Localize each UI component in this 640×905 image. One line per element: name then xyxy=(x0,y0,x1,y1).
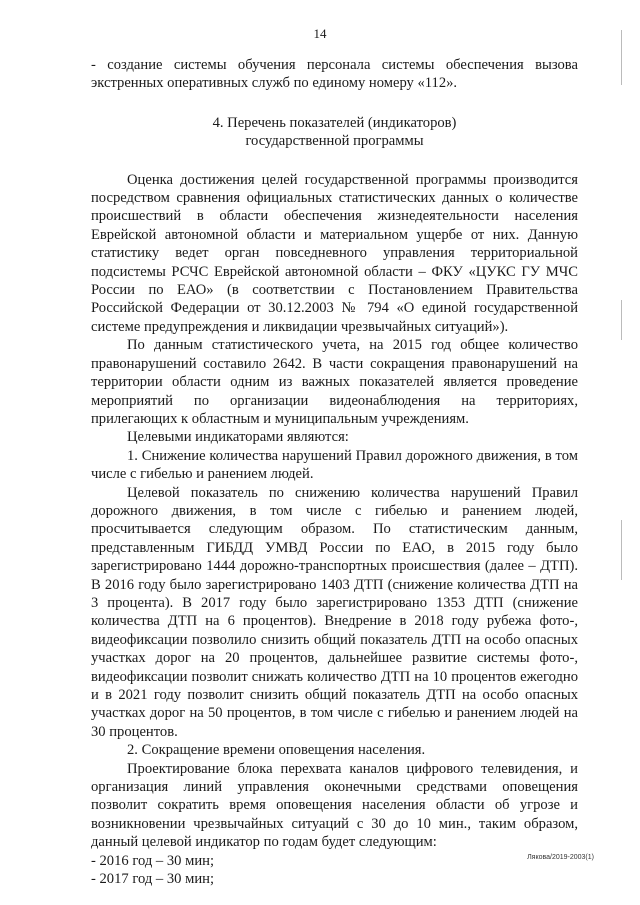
section-title-line-2: государственной программы xyxy=(245,133,424,150)
scan-margin-line xyxy=(621,300,622,340)
paragraph-offenses: По данным статистического учета, на 2015 год общее количество правонарушений составило 2642. В части сокращения правонарушений на территории области одним из важных показателей является проведение мероприятий по организации видеонаблюдения на территориях, прилегающих к областным и муниципальным учреждениям. xyxy=(91,337,578,427)
page-number: 14 xyxy=(313,26,327,41)
document-body xyxy=(91,56,578,888)
paragraph-traffic-statistics: Целевой показатель по снижению количества нарушений Правил дорожного движения, в том числе с гибелью и ранением людей, просчитывается следующим образом. По статистическим данным, представленным ГИБДД УМВД России по ЕАО, в 2015 году было зарегистрировано 1444 дорожно-транспортных происшествия (далее – ДТП). В 2016 году было зарегистрировано 1403 ДТП (снижение количества ДТП на 3 процента). В 2017 году было зарегистрировано 1353 ДТП (снижение количества ДТП на 6 процентов). Внедрение в 2018 году рубежа фото-, видеофиксации позволило снизить общий показатель ДТП на особо опасных участках дорог на 20 процентов, дальнейшее развитие системы фото-, видеофиксации позволит снижать количество ДТП на 10 процентов ежегодно и в 2021 году позволит снизить общий показатель ДТП на особо опасных участках дорог на 50 процентов, в том числе с гибелью и ранением людей на 30 процентов. xyxy=(91,484,578,740)
section-title-line-1: 4. Перечень показателей (индикаторов) xyxy=(212,114,457,131)
indicator-2-title: 2. Сокращение времени оповещения населения. xyxy=(127,742,426,759)
paragraph-assessment: Оценка достижения целей государственной программы производится посредством сравнения официальных статистических данных о количестве происшествий в области обеспечения жизнедеятельности населения Еврейской автономной области и материальном ущербе от них. Данную статистику ведет орган повседневного управления территориальной подсистемы РСЧС Еврейской автономной области – ФКУ «ЦУКС ГУ МЧС России по ЕАО» (в соответствии с Постановлением Правительства Российской Федерации от 30.12.2003 № 794 «О единой государственной системе предупреждения и ликвидации чрезвычайных ситуаций»). xyxy=(91,171,578,335)
list-item-2017: - 2017 год – 30 мин; xyxy=(91,871,215,888)
indicator-1-title: 1. Снижение количества нарушений Правил дорожного движения, в том числе с гибелью и ранением людей. xyxy=(91,447,578,483)
intro-bullet: - создание системы обучения персонала системы обеспечения вызова экстренных оперативных служб по единому номеру «112». xyxy=(91,57,578,92)
list-item-2016: - 2016 год – 30 мин; xyxy=(91,852,215,869)
scan-margin-line xyxy=(621,520,622,580)
paragraph-indicators-intro: Целевыми индикаторами являются: xyxy=(127,429,349,446)
document-footer-code: Лякова/2019-2003(1) xyxy=(527,854,594,861)
scan-margin-line xyxy=(621,30,622,85)
paragraph-notification: Проектирование блока перехвата каналов цифрового телевидения, и организация линий управления оконечными средствами оповещения позволит сократить время оповещения населения области об угрозе и возникновении чрезвычайных ситуаций с 30 до 10 мин., таким образом, данный целевой индикатор по годам будет следующим: xyxy=(91,760,578,851)
section-heading xyxy=(91,114,578,151)
